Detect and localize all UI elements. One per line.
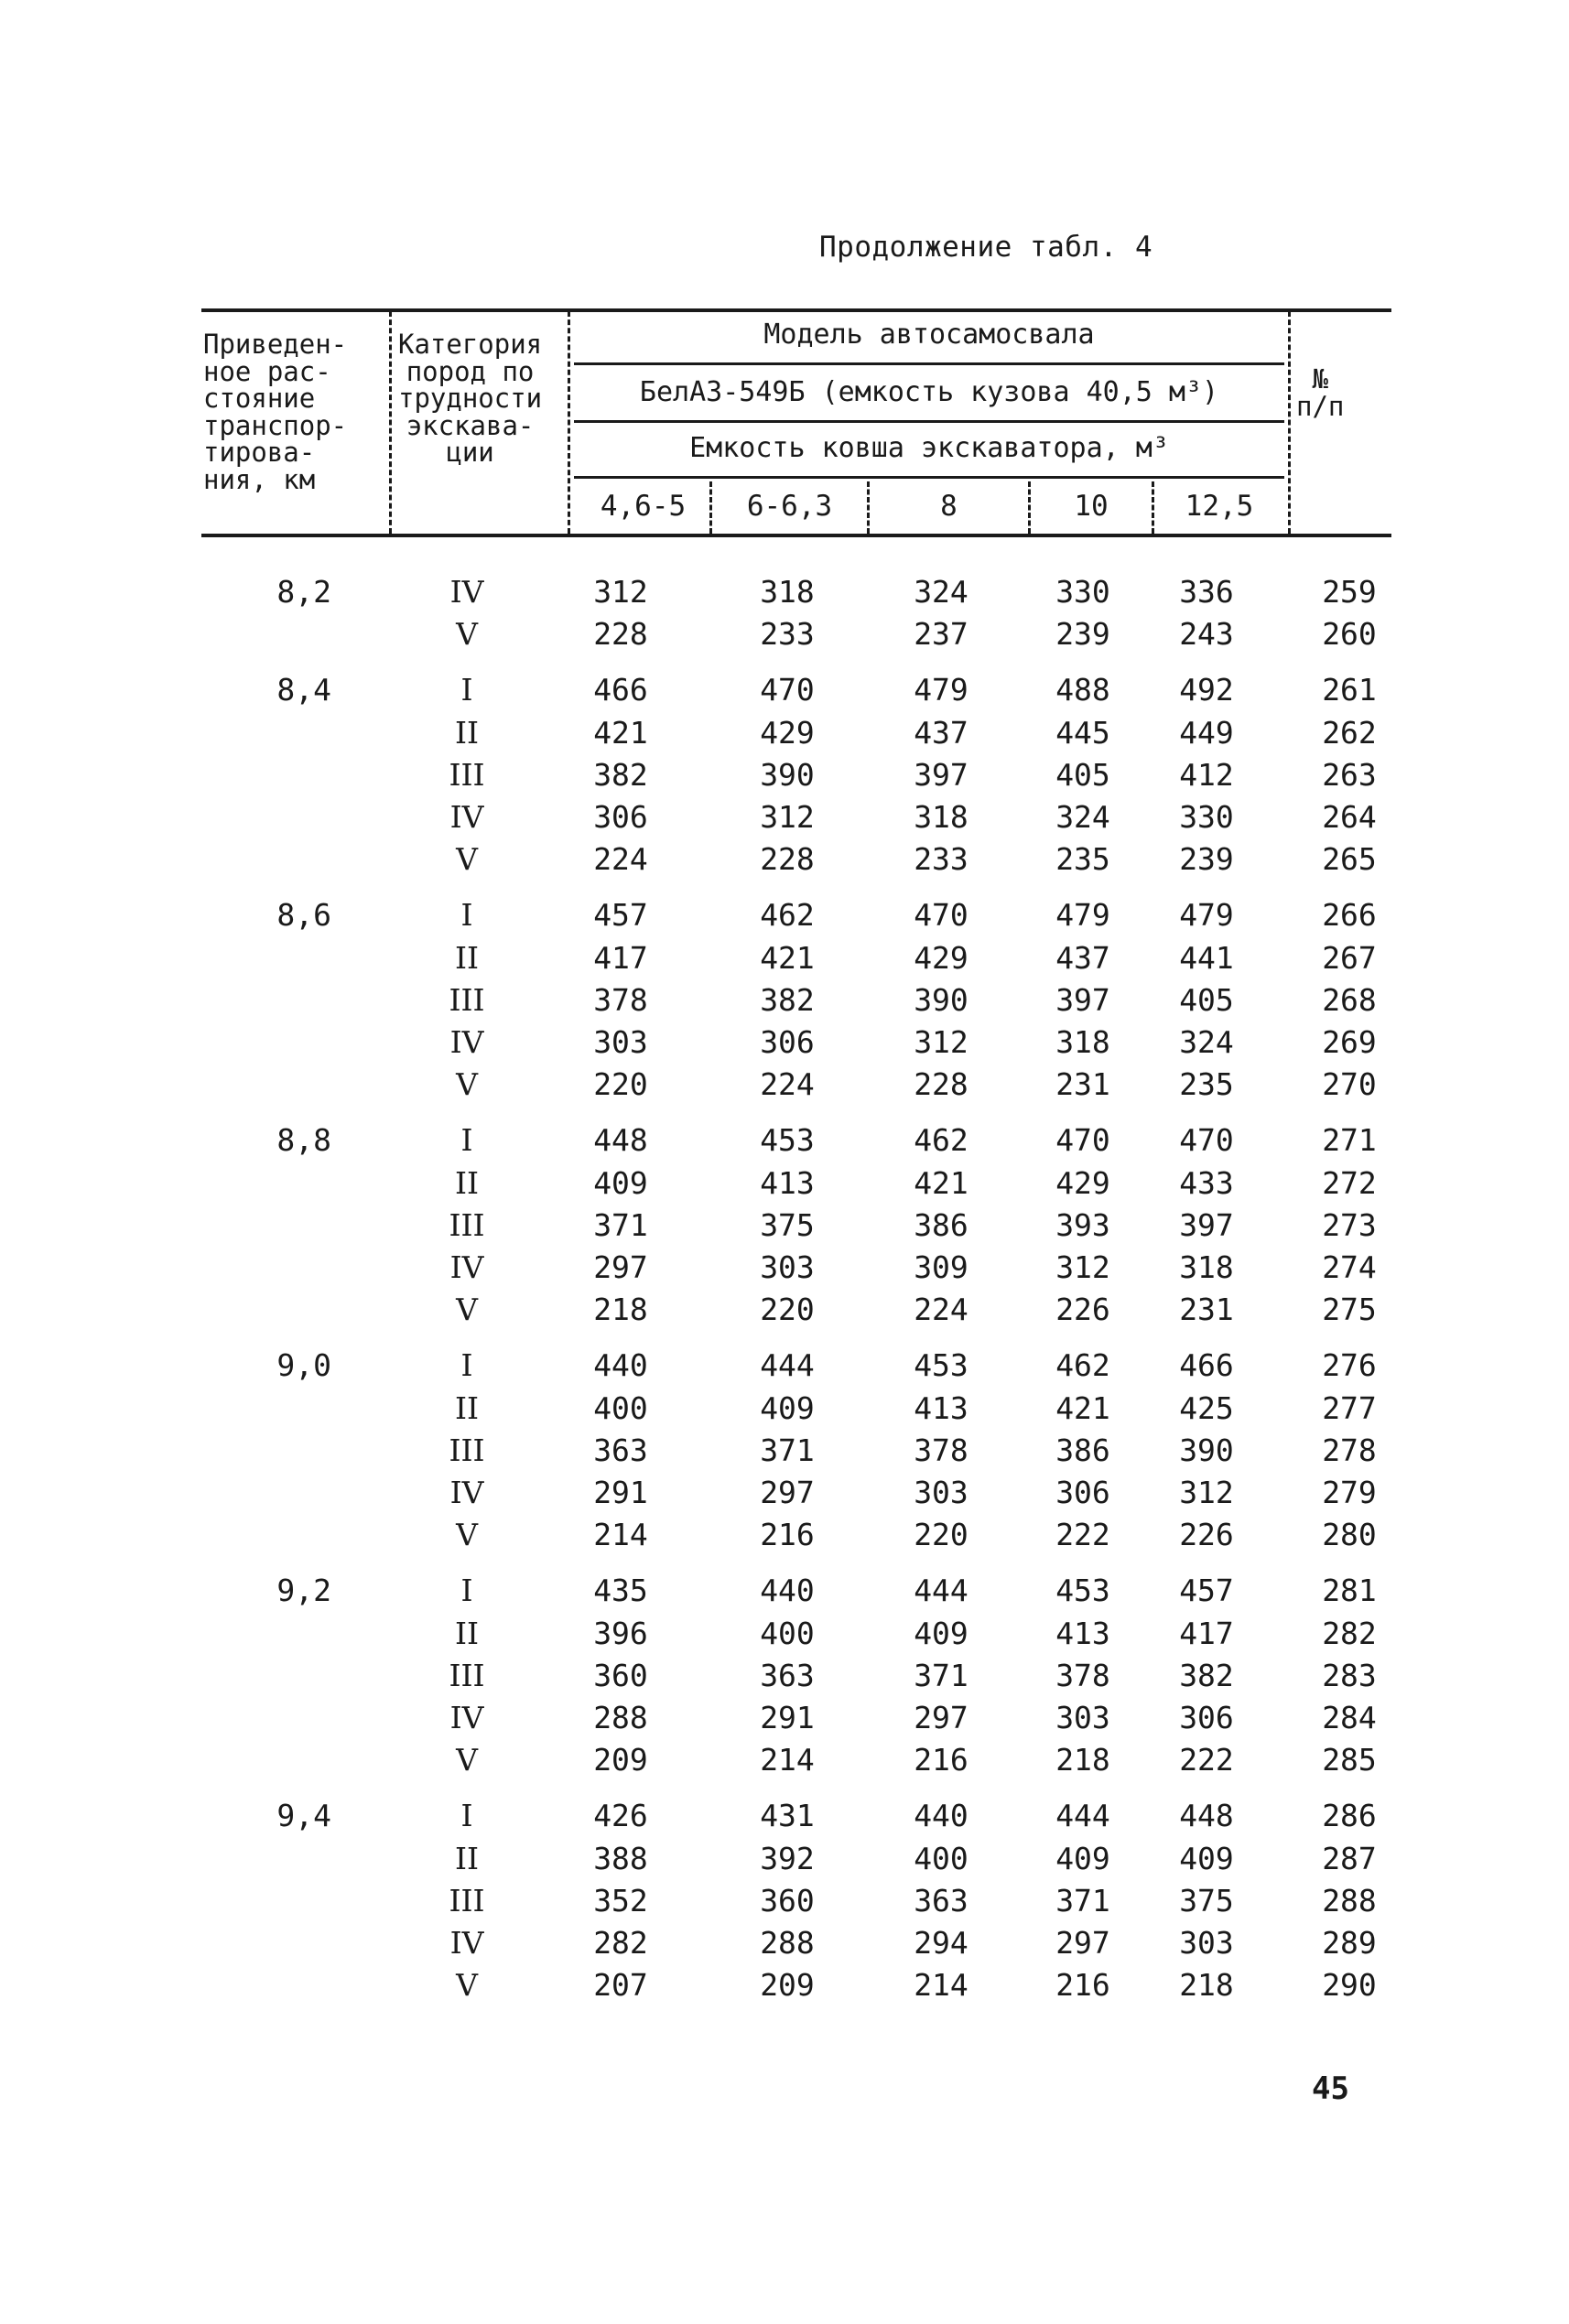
value-cell: 405 xyxy=(1179,981,1234,1018)
value-cell: 466 xyxy=(593,672,648,708)
value-cell: 444 xyxy=(914,1573,968,1609)
category-cell: II xyxy=(454,939,480,976)
category-cell: I xyxy=(460,672,473,708)
value-cell: 382 xyxy=(1179,1657,1234,1693)
category-cell: I xyxy=(460,1122,473,1159)
row-number-cell: 281 xyxy=(1322,1573,1377,1609)
value-cell: 437 xyxy=(1055,939,1110,976)
value-cell: 306 xyxy=(760,1024,815,1060)
value-cell: 378 xyxy=(914,1432,968,1468)
category-cell: I xyxy=(460,1573,473,1609)
row-number-cell: 264 xyxy=(1322,799,1377,835)
value-cell: 209 xyxy=(760,1967,815,2004)
category-cell: IV xyxy=(449,1925,484,1961)
value-cell: 363 xyxy=(914,1882,968,1919)
category-cell: I xyxy=(460,1347,473,1384)
value-cell: 297 xyxy=(1055,1925,1110,1961)
row-number-cell: 260 xyxy=(1322,616,1377,653)
row-number-cell: 259 xyxy=(1322,574,1377,610)
category-cell: III xyxy=(449,1882,485,1919)
value-cell: 371 xyxy=(760,1432,815,1468)
page-number: 45 xyxy=(1312,2070,1349,2107)
header-distance: Приведен- ное рас- стояние транспор- тирова- ния, км xyxy=(203,329,348,495)
header-bucket-size: 10 xyxy=(1074,490,1109,523)
value-cell: 429 xyxy=(760,714,815,751)
value-cell: 363 xyxy=(760,1657,815,1693)
category-cell: I xyxy=(460,1798,473,1834)
value-cell: 209 xyxy=(593,1742,648,1778)
value-cell: 396 xyxy=(593,1615,648,1651)
value-cell: 375 xyxy=(760,1206,815,1243)
distance-label: 9,4 xyxy=(276,1798,331,1834)
category-cell: V xyxy=(456,1292,478,1328)
value-cell: 429 xyxy=(1055,1164,1110,1201)
value-cell: 324 xyxy=(1055,799,1110,835)
value-cell: 297 xyxy=(760,1475,815,1510)
category-cell: II xyxy=(454,1389,480,1426)
category-cell: IV xyxy=(449,1475,484,1510)
value-cell: 312 xyxy=(1055,1249,1110,1285)
row-number-cell: 287 xyxy=(1322,1840,1377,1876)
value-cell: 470 xyxy=(914,897,968,934)
value-cell: 444 xyxy=(1055,1798,1110,1834)
value-cell: 390 xyxy=(1179,1432,1234,1468)
value-cell: 216 xyxy=(914,1742,968,1778)
header-bucket-size: 4,6-5 xyxy=(600,490,687,523)
value-cell: 409 xyxy=(914,1615,968,1651)
value-cell: 330 xyxy=(1179,799,1234,835)
value-cell: 235 xyxy=(1179,1066,1234,1103)
table-top-rule xyxy=(201,308,1391,312)
value-cell: 318 xyxy=(1179,1249,1234,1285)
value-cell: 336 xyxy=(1179,574,1234,610)
value-cell: 429 xyxy=(914,939,968,976)
value-cell: 216 xyxy=(760,1517,815,1553)
bucket-title-rule xyxy=(574,476,1284,479)
value-cell: 226 xyxy=(1055,1292,1110,1328)
row-number-cell: 275 xyxy=(1322,1292,1377,1328)
value-cell: 220 xyxy=(593,1066,648,1103)
value-cell: 421 xyxy=(760,939,815,976)
value-cell: 397 xyxy=(1055,981,1110,1018)
value-cell: 214 xyxy=(760,1742,815,1778)
row-number-cell: 276 xyxy=(1322,1347,1377,1384)
value-cell: 303 xyxy=(1179,1925,1234,1961)
category-cell: V xyxy=(456,1742,478,1778)
row-number-cell: 270 xyxy=(1322,1066,1377,1103)
value-cell: 462 xyxy=(760,897,815,934)
value-cell: 453 xyxy=(760,1122,815,1159)
distance-label: 8,6 xyxy=(276,897,331,934)
value-cell: 303 xyxy=(760,1249,815,1285)
value-cell: 228 xyxy=(593,616,648,653)
category-cell: V xyxy=(456,841,478,878)
value-cell: 397 xyxy=(1179,1206,1234,1243)
value-cell: 207 xyxy=(593,1967,648,2004)
value-cell: 312 xyxy=(914,1024,968,1060)
value-cell: 233 xyxy=(760,616,815,653)
header-truck-model: БелАЗ-549Б (емкость кузова 40,5 м³) xyxy=(639,376,1219,408)
value-cell: 409 xyxy=(593,1164,648,1201)
value-cell: 421 xyxy=(593,714,648,751)
category-cell: I xyxy=(460,897,473,934)
value-cell: 386 xyxy=(1055,1432,1110,1468)
value-cell: 440 xyxy=(760,1573,815,1609)
header-number: № п/п xyxy=(1296,363,1345,422)
category-cell: III xyxy=(449,1432,485,1468)
row-number-cell: 280 xyxy=(1322,1517,1377,1553)
value-cell: 405 xyxy=(1055,756,1110,793)
value-cell: 318 xyxy=(914,799,968,835)
value-cell: 371 xyxy=(914,1657,968,1693)
row-number-cell: 284 xyxy=(1322,1700,1377,1735)
value-cell: 479 xyxy=(1055,897,1110,934)
distance-label: 9,0 xyxy=(276,1347,331,1384)
category-cell: IV xyxy=(449,1700,484,1735)
row-number-cell: 285 xyxy=(1322,1742,1377,1778)
value-cell: 330 xyxy=(1055,574,1110,610)
table-caption: Продолжение табл. 4 xyxy=(819,231,1153,264)
header-separator xyxy=(568,311,570,534)
category-cell: V xyxy=(456,1517,478,1553)
value-cell: 218 xyxy=(1055,1742,1110,1778)
value-cell: 297 xyxy=(593,1249,648,1285)
value-cell: 479 xyxy=(1179,897,1234,934)
value-cell: 426 xyxy=(593,1798,648,1834)
value-cell: 294 xyxy=(914,1925,968,1961)
header-bucket-size: 12,5 xyxy=(1185,490,1254,523)
value-cell: 441 xyxy=(1179,939,1234,976)
value-cell: 400 xyxy=(593,1389,648,1426)
value-cell: 440 xyxy=(914,1798,968,1834)
value-cell: 214 xyxy=(593,1517,648,1553)
value-cell: 239 xyxy=(1179,841,1234,878)
row-number-cell: 265 xyxy=(1322,841,1377,878)
value-cell: 318 xyxy=(1055,1024,1110,1060)
value-cell: 388 xyxy=(593,1840,648,1876)
value-cell: 421 xyxy=(1055,1389,1110,1426)
value-cell: 291 xyxy=(760,1700,815,1735)
row-number-cell: 289 xyxy=(1322,1925,1377,1961)
value-cell: 306 xyxy=(1179,1700,1234,1735)
category-cell: IV xyxy=(449,574,484,610)
value-cell: 386 xyxy=(914,1206,968,1243)
value-cell: 440 xyxy=(593,1347,648,1384)
value-cell: 360 xyxy=(593,1657,648,1693)
distance-label: 9,2 xyxy=(276,1573,331,1609)
value-cell: 303 xyxy=(1055,1700,1110,1735)
value-cell: 431 xyxy=(760,1798,815,1834)
value-cell: 360 xyxy=(760,1882,815,1919)
header-separator xyxy=(389,311,392,534)
value-cell: 228 xyxy=(914,1066,968,1103)
value-cell: 448 xyxy=(593,1122,648,1159)
value-cell: 453 xyxy=(1055,1573,1110,1609)
value-cell: 216 xyxy=(1055,1967,1110,2004)
category-cell: V xyxy=(456,1066,478,1103)
value-cell: 457 xyxy=(1179,1573,1234,1609)
value-cell: 397 xyxy=(914,756,968,793)
row-number-cell: 283 xyxy=(1322,1657,1377,1693)
value-cell: 228 xyxy=(760,841,815,878)
value-cell: 214 xyxy=(914,1967,968,2004)
value-cell: 462 xyxy=(914,1122,968,1159)
value-cell: 324 xyxy=(914,574,968,610)
row-number-cell: 263 xyxy=(1322,756,1377,793)
value-cell: 382 xyxy=(760,981,815,1018)
value-cell: 492 xyxy=(1179,672,1234,708)
value-cell: 466 xyxy=(1179,1347,1234,1384)
value-cell: 409 xyxy=(760,1389,815,1426)
value-cell: 218 xyxy=(593,1292,648,1328)
value-cell: 470 xyxy=(760,672,815,708)
row-number-cell: 262 xyxy=(1322,714,1377,751)
value-cell: 421 xyxy=(914,1164,968,1201)
row-number-cell: 261 xyxy=(1322,672,1377,708)
row-number-cell: 268 xyxy=(1322,981,1377,1018)
header-bucket-size: 6-6,3 xyxy=(746,490,833,523)
row-number-cell: 288 xyxy=(1322,1882,1377,1919)
value-cell: 417 xyxy=(1179,1615,1234,1651)
header-category: Категория пород по трудности экскава- ции xyxy=(398,329,543,469)
value-cell: 224 xyxy=(593,841,648,878)
value-cell: 288 xyxy=(760,1925,815,1961)
value-cell: 312 xyxy=(1179,1475,1234,1510)
value-cell: 444 xyxy=(760,1347,815,1384)
value-cell: 303 xyxy=(593,1024,648,1060)
value-cell: 437 xyxy=(914,714,968,751)
value-cell: 375 xyxy=(1179,1882,1234,1919)
category-cell: II xyxy=(454,714,480,751)
value-cell: 297 xyxy=(914,1700,968,1735)
category-cell: III xyxy=(449,756,485,793)
row-number-cell: 278 xyxy=(1322,1432,1377,1468)
value-cell: 409 xyxy=(1179,1840,1234,1876)
row-number-cell: 286 xyxy=(1322,1798,1377,1834)
row-number-cell: 272 xyxy=(1322,1164,1377,1201)
value-cell: 390 xyxy=(914,981,968,1018)
value-cell: 303 xyxy=(914,1475,968,1510)
header-bucket-title: Емкость ковша экскаватора, м³ xyxy=(689,432,1169,464)
distance-label: 8,8 xyxy=(276,1122,331,1159)
value-cell: 413 xyxy=(914,1389,968,1426)
value-cell: 413 xyxy=(1055,1615,1110,1651)
distance-label: 8,4 xyxy=(276,672,331,708)
truck-model-rule xyxy=(574,420,1284,423)
value-cell: 222 xyxy=(1179,1742,1234,1778)
value-cell: 470 xyxy=(1179,1122,1234,1159)
value-cell: 233 xyxy=(914,841,968,878)
header-model-title: Модель автосамосвала xyxy=(763,319,1095,351)
row-number-cell: 269 xyxy=(1322,1024,1377,1060)
category-cell: IV xyxy=(449,799,484,835)
value-cell: 448 xyxy=(1179,1798,1234,1834)
category-cell: IV xyxy=(449,1249,484,1285)
header-bucket-size: 8 xyxy=(940,490,958,523)
model-title-rule xyxy=(574,362,1284,365)
value-cell: 371 xyxy=(593,1206,648,1243)
value-cell: 235 xyxy=(1055,841,1110,878)
value-cell: 237 xyxy=(914,616,968,653)
row-number-cell: 290 xyxy=(1322,1967,1377,2004)
value-cell: 462 xyxy=(1055,1347,1110,1384)
value-cell: 363 xyxy=(593,1432,648,1468)
value-cell: 312 xyxy=(760,799,815,835)
category-cell: II xyxy=(454,1164,480,1201)
value-cell: 425 xyxy=(1179,1389,1234,1426)
value-cell: 291 xyxy=(593,1475,648,1510)
value-cell: 324 xyxy=(1179,1024,1234,1060)
value-cell: 400 xyxy=(760,1615,815,1651)
value-cell: 371 xyxy=(1055,1882,1110,1919)
row-number-cell: 274 xyxy=(1322,1249,1377,1285)
value-cell: 224 xyxy=(914,1292,968,1328)
value-cell: 457 xyxy=(593,897,648,934)
row-number-cell: 271 xyxy=(1322,1122,1377,1159)
header-separator xyxy=(1288,311,1291,534)
value-cell: 224 xyxy=(760,1066,815,1103)
value-cell: 393 xyxy=(1055,1206,1110,1243)
value-cell: 352 xyxy=(593,1882,648,1919)
value-cell: 413 xyxy=(760,1164,815,1201)
row-number-cell: 273 xyxy=(1322,1206,1377,1243)
table-header-bottom-rule xyxy=(201,534,1391,537)
value-cell: 239 xyxy=(1055,616,1110,653)
value-cell: 220 xyxy=(760,1292,815,1328)
value-cell: 433 xyxy=(1179,1164,1234,1201)
row-number-cell: 266 xyxy=(1322,897,1377,934)
value-cell: 306 xyxy=(593,799,648,835)
value-cell: 231 xyxy=(1055,1066,1110,1103)
row-number-cell: 277 xyxy=(1322,1389,1377,1426)
category-cell: III xyxy=(449,1206,485,1243)
value-cell: 412 xyxy=(1179,756,1234,793)
value-cell: 309 xyxy=(914,1249,968,1285)
value-cell: 282 xyxy=(593,1925,648,1961)
value-cell: 218 xyxy=(1179,1967,1234,2004)
value-cell: 382 xyxy=(593,756,648,793)
value-cell: 222 xyxy=(1055,1517,1110,1553)
distance-label: 8,2 xyxy=(276,574,331,610)
category-cell: V xyxy=(456,616,478,653)
category-cell: II xyxy=(454,1840,480,1876)
value-cell: 417 xyxy=(593,939,648,976)
value-cell: 288 xyxy=(593,1700,648,1735)
value-cell: 435 xyxy=(593,1573,648,1609)
value-cell: 409 xyxy=(1055,1840,1110,1876)
value-cell: 488 xyxy=(1055,672,1110,708)
category-cell: III xyxy=(449,1657,485,1693)
value-cell: 318 xyxy=(760,574,815,610)
value-cell: 378 xyxy=(593,981,648,1018)
value-cell: 449 xyxy=(1179,714,1234,751)
value-cell: 445 xyxy=(1055,714,1110,751)
value-cell: 390 xyxy=(760,756,815,793)
value-cell: 470 xyxy=(1055,1122,1110,1159)
category-cell: II xyxy=(454,1615,480,1651)
value-cell: 392 xyxy=(760,1840,815,1876)
category-cell: IV xyxy=(449,1024,484,1060)
value-cell: 306 xyxy=(1055,1475,1110,1510)
value-cell: 243 xyxy=(1179,616,1234,653)
value-cell: 220 xyxy=(914,1517,968,1553)
value-cell: 312 xyxy=(593,574,648,610)
row-number-cell: 279 xyxy=(1322,1475,1377,1510)
value-cell: 453 xyxy=(914,1347,968,1384)
row-number-cell: 267 xyxy=(1322,939,1377,976)
value-cell: 231 xyxy=(1179,1292,1234,1328)
value-cell: 400 xyxy=(914,1840,968,1876)
value-cell: 378 xyxy=(1055,1657,1110,1693)
category-cell: III xyxy=(449,981,485,1018)
value-cell: 479 xyxy=(914,672,968,708)
category-cell: V xyxy=(456,1967,478,2004)
value-cell: 226 xyxy=(1179,1517,1234,1553)
row-number-cell: 282 xyxy=(1322,1615,1377,1651)
